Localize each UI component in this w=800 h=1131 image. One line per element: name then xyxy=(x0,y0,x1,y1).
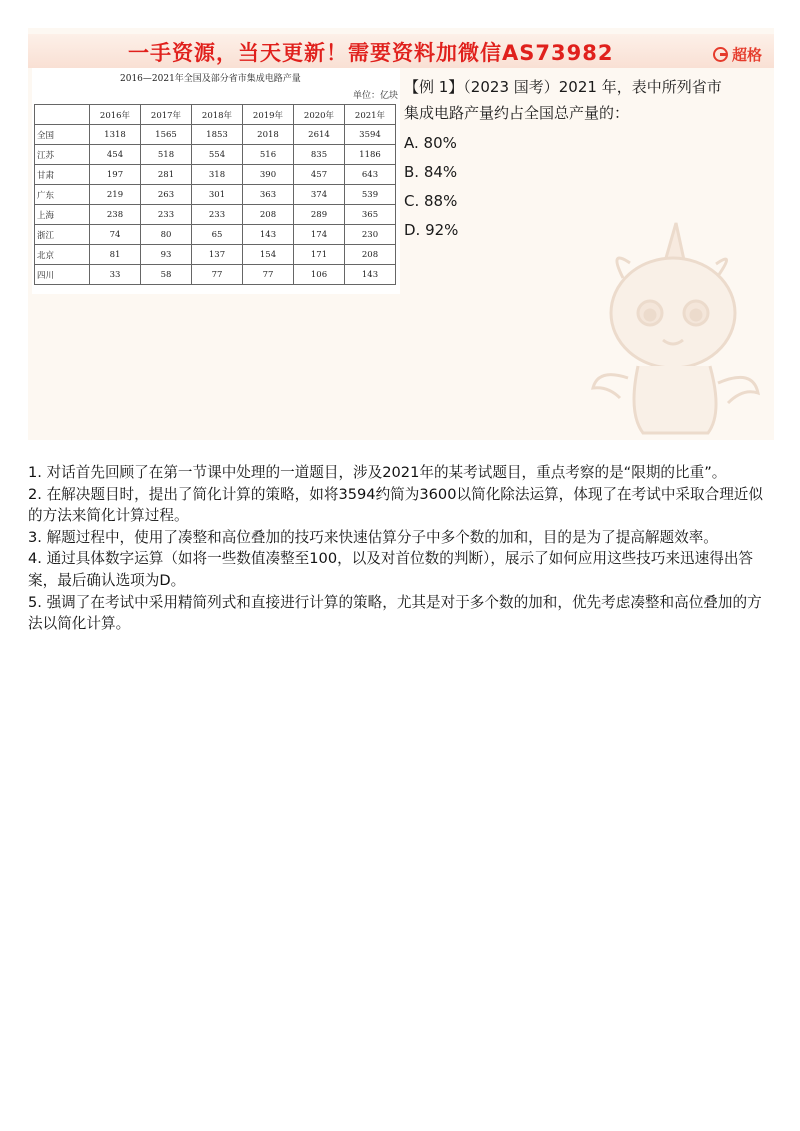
table-cell: 106 xyxy=(294,265,345,285)
table-cell: 1318 xyxy=(90,125,141,145)
table-column-header: 2021年 xyxy=(345,105,396,125)
table-row xyxy=(35,225,396,245)
table-cell: 2614 xyxy=(294,125,345,145)
table-cell: 77 xyxy=(243,265,294,285)
table-cell: 137 xyxy=(192,245,243,265)
table-cell: 554 xyxy=(192,145,243,165)
table-cell: 230 xyxy=(345,225,396,245)
table-column-header: 2018年 xyxy=(192,105,243,125)
table-cell: 58 xyxy=(141,265,192,285)
table-cell: 208 xyxy=(345,245,396,265)
table-unit: 单位：亿块 xyxy=(352,91,398,101)
table-cell: 289 xyxy=(294,205,345,225)
note-item: 2. 在解决题目时，提出了简化计算的策略，如将3594约简为3600以简化除法运算，体现了在考试中采取合理近似的方法来简化计算过程。 xyxy=(28,485,763,525)
table-row xyxy=(35,265,396,285)
table-cell: 33 xyxy=(90,265,141,285)
table-cell: 518 xyxy=(141,145,192,165)
promo-banner xyxy=(28,34,774,68)
table-cell: 3594 xyxy=(345,125,396,145)
option-a: A. 80% xyxy=(404,134,457,152)
table-cell: 1186 xyxy=(345,145,396,165)
table-column-header: 2019年 xyxy=(243,105,294,125)
table-row xyxy=(35,125,396,145)
table-cell: 263 xyxy=(141,185,192,205)
table-cell: 80 xyxy=(141,225,192,245)
table-cell: 233 xyxy=(192,205,243,225)
table-row xyxy=(35,245,396,265)
table-cell: 219 xyxy=(90,185,141,205)
table-cell: 1853 xyxy=(192,125,243,145)
note-item: 4. 通过具体数字运算（如将一些数值凑整至100，以及对首位数的判断），展示了如何应用这些技巧来迅速得出答案，最后确认选项为D。 xyxy=(28,550,754,589)
summary-notes xyxy=(28,462,776,635)
table-row-header: 四川 xyxy=(35,265,90,285)
option-b: B. 84% xyxy=(404,163,458,181)
table-cell: 65 xyxy=(192,225,243,245)
table-cell: 365 xyxy=(345,205,396,225)
table-column-header: 2020年 xyxy=(294,105,345,125)
table-row-header: 浙江 xyxy=(35,225,90,245)
table-row-header: 江苏 xyxy=(35,145,90,165)
table-cell: 233 xyxy=(141,205,192,225)
table-cell: 454 xyxy=(90,145,141,165)
note-item: 1. 对话首先回顾了在第一节课中处理的一道题目，涉及2021年的某考试题目，重点考察的是“限期的比重”。 xyxy=(28,464,727,481)
table-row xyxy=(35,165,396,185)
table-cell: 81 xyxy=(90,245,141,265)
table-cell: 93 xyxy=(141,245,192,265)
table-cell: 74 xyxy=(90,225,141,245)
brand-logo xyxy=(713,44,762,65)
table-cell: 143 xyxy=(243,225,294,245)
table-cell: 208 xyxy=(243,205,294,225)
table-corner-cell xyxy=(35,105,90,125)
table-row-header: 北京 xyxy=(35,245,90,265)
option-d: D. 92% xyxy=(404,221,459,239)
table-cell: 154 xyxy=(243,245,294,265)
table-cell: 318 xyxy=(192,165,243,185)
table-cell: 363 xyxy=(243,185,294,205)
table-cell: 539 xyxy=(345,185,396,205)
table-cell: 516 xyxy=(243,145,294,165)
table-cell: 77 xyxy=(192,265,243,285)
table-column-header: 2017年 xyxy=(141,105,192,125)
data-table-image xyxy=(32,68,400,294)
brand-name: 超格 xyxy=(731,46,762,64)
note-item: 3. 解题过程中，使用了凑整和高位叠加的技巧来快速估算分子中多个数的加和，目的是为了提高解题效率。 xyxy=(28,528,718,546)
table-cell: 174 xyxy=(294,225,345,245)
table-cell: 374 xyxy=(294,185,345,205)
table-cell: 197 xyxy=(90,165,141,185)
table-row-header: 上海 xyxy=(35,205,90,225)
option-c: C. 88% xyxy=(404,192,458,210)
table-cell: 171 xyxy=(294,245,345,265)
lecture-slide-image xyxy=(28,28,774,440)
table-cell: 2018 xyxy=(243,125,294,145)
unicorn-mascot-icon xyxy=(568,218,768,438)
table-column-header: 2016年 xyxy=(90,105,141,125)
table-row xyxy=(35,205,396,225)
table-cell: 390 xyxy=(243,165,294,185)
table-cell: 457 xyxy=(294,165,345,185)
table-cell: 238 xyxy=(90,205,141,225)
question-line-2: 集成电路产量约占全国总产量的： xyxy=(404,104,630,122)
table-title: 2016—2021年全国及部分省市集成电路产量 xyxy=(120,74,301,84)
brand-logo-icon xyxy=(713,47,728,62)
table-row-header: 全国 xyxy=(35,125,90,145)
note-item: 5. 强调了在考试中采用精简列式和直接进行计算的策略，尤其是对于多个数的加和，优先考虑凑整和高位叠加的方法以简化计算。 xyxy=(28,593,762,633)
table-cell: 1565 xyxy=(141,125,192,145)
table-row-header: 甘肃 xyxy=(35,165,90,185)
question-line-1: 【例 1】（2023 国考）2021 年，表中所列省市 xyxy=(404,78,722,96)
table-cell: 143 xyxy=(345,265,396,285)
table-row-header: 广东 xyxy=(35,185,90,205)
promo-banner-text: 一手资源，当天更新！需要资料加微信AS73982 xyxy=(128,41,614,65)
table-cell: 301 xyxy=(192,185,243,205)
table-cell: 281 xyxy=(141,165,192,185)
table-cell: 835 xyxy=(294,145,345,165)
production-table xyxy=(34,104,396,285)
table-header-row xyxy=(35,105,396,125)
table-row xyxy=(35,145,396,165)
table-row xyxy=(35,185,396,205)
table-cell: 643 xyxy=(345,165,396,185)
